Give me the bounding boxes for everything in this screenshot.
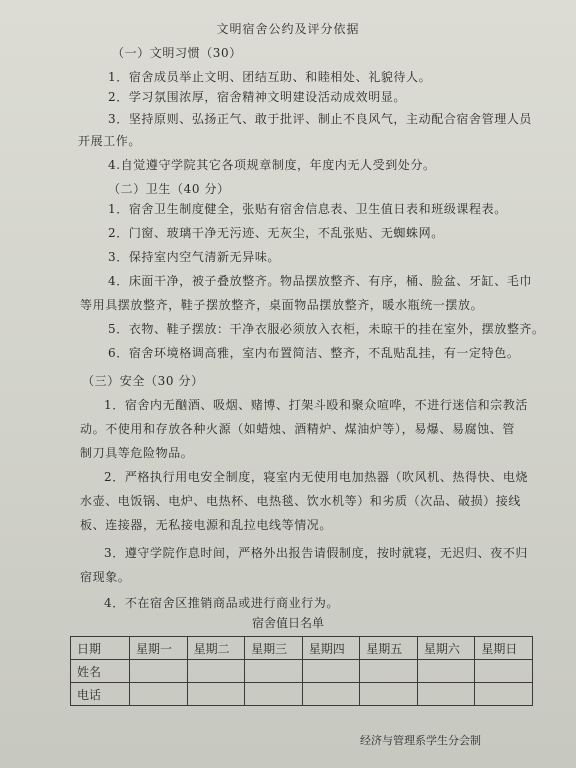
table-cell	[130, 660, 188, 683]
section3-item: 动。不使用和存放各种火源（如蜡烛、酒精炉、煤油炉等），易爆、易腐蚀、管	[80, 422, 516, 436]
table-cell	[302, 683, 360, 706]
section2-item: 2．门窗、玻璃干净无污迹、无灰尘，不乱张贴、无蜘蛛网。	[108, 226, 444, 240]
section3-item: 板、连接器，无私接电源和乱拉电线等情况。	[80, 518, 333, 532]
section3-item: 水壶、电饭锅、电炉、电热杯、电热毯、饮水机等）和劣质（次品、破损）接线	[80, 494, 522, 508]
table-cell	[245, 660, 303, 683]
section1-item: 1．宿舍成员举止文明、团结互助、和睦相处、礼貌待人。	[108, 70, 432, 84]
table-cell	[245, 683, 303, 706]
section2-item: 5．衣物、鞋子摆放：干净衣服必须放入衣柜，未晾干的挂在室外，摆放整齐。	[108, 322, 545, 336]
table-header-cell: 星期一	[130, 637, 188, 660]
table-cell	[475, 683, 533, 706]
table-header-row	[71, 637, 533, 660]
table-cell	[475, 660, 533, 683]
table-cell	[360, 660, 418, 683]
table-header-cell: 星期二	[187, 637, 245, 660]
table-row	[71, 683, 533, 706]
table-cell	[417, 660, 475, 683]
section1-heading: （一）文明习惯（30）	[112, 46, 242, 60]
section3-item: 宿现象。	[80, 570, 131, 584]
table-row	[71, 660, 533, 683]
table-cell	[417, 683, 475, 706]
table-cell	[302, 660, 360, 683]
section1-item: 开展工作。	[78, 134, 142, 148]
table-cell	[360, 683, 418, 706]
table-cell	[130, 683, 188, 706]
table-header-cell: 星期六	[417, 637, 475, 660]
footer-signature: 经济与管理系学生分会制	[360, 734, 481, 747]
section3-item: 1．宿舍内无酗酒、吸烟、赌博、打架斗殴和聚众喧哗，不进行迷信和宗教活	[104, 398, 529, 412]
table-row-label: 姓名	[71, 660, 130, 683]
document-title: 文明宿舍公约及评分依据	[216, 22, 360, 36]
section2-item: 4．床面干净，被子叠放整齐。物品摆放整齐、有序，桶、脸盆、牙缸、毛巾	[108, 274, 533, 288]
table-row-label: 电话	[71, 683, 130, 706]
section3-item: 3．遵守学院作息时间，严格外出报告请假制度，按时就寝，无迟归、夜不归	[104, 546, 529, 560]
section1-item: 3．坚持原则、弘扬正气、敢于批评、制止不良风气，主动配合宿舍管理人员	[108, 112, 533, 126]
section2-item: 1．宿舍卫生制度健全，张贴有宿舍信息表、卫生值日表和班级课程表。	[108, 202, 507, 216]
duty-table-title: 宿舍值日名单	[251, 616, 324, 630]
duty-table	[70, 636, 533, 706]
section2-item: 等用具摆放整齐，鞋子摆放整齐，桌面物品摆放整齐，暖水瓶统一摆放。	[80, 298, 484, 312]
table-header-cell: 星期五	[360, 637, 418, 660]
section2-heading: （二）卫生（40 分）	[108, 182, 230, 196]
section2-item: 3．保持室内空气清新无异味。	[108, 250, 281, 264]
section1-item: 2．学习氛围浓厚，宿舍精神文明建设活动成效明显。	[108, 90, 407, 104]
section3-item: 制刀具等危险物品。	[80, 446, 194, 460]
section2-item: 6．宿舍环境格调高雅，室内布置简洁、整齐，不乱贴乱挂，有一定特色。	[108, 346, 520, 360]
table-cell	[187, 683, 245, 706]
section3-item: 2．严格执行用电安全制度，寝室内无使用电加热器（吹风机、热得快、电烧	[104, 470, 529, 484]
table-header-cell: 日期	[71, 637, 130, 660]
table-header-cell: 星期日	[475, 637, 533, 660]
table-cell	[187, 660, 245, 683]
section3-item: 4．不在宿舍区推销商品或进行商业行为。	[104, 596, 340, 610]
section1-item: 4.自觉遵守学院其它各项规章制度，年度内无人受到处分。	[108, 158, 436, 172]
table-header-cell: 星期四	[302, 637, 360, 660]
table-header-cell: 星期三	[245, 637, 303, 660]
section3-heading: （三）安全（30 分）	[82, 374, 204, 388]
